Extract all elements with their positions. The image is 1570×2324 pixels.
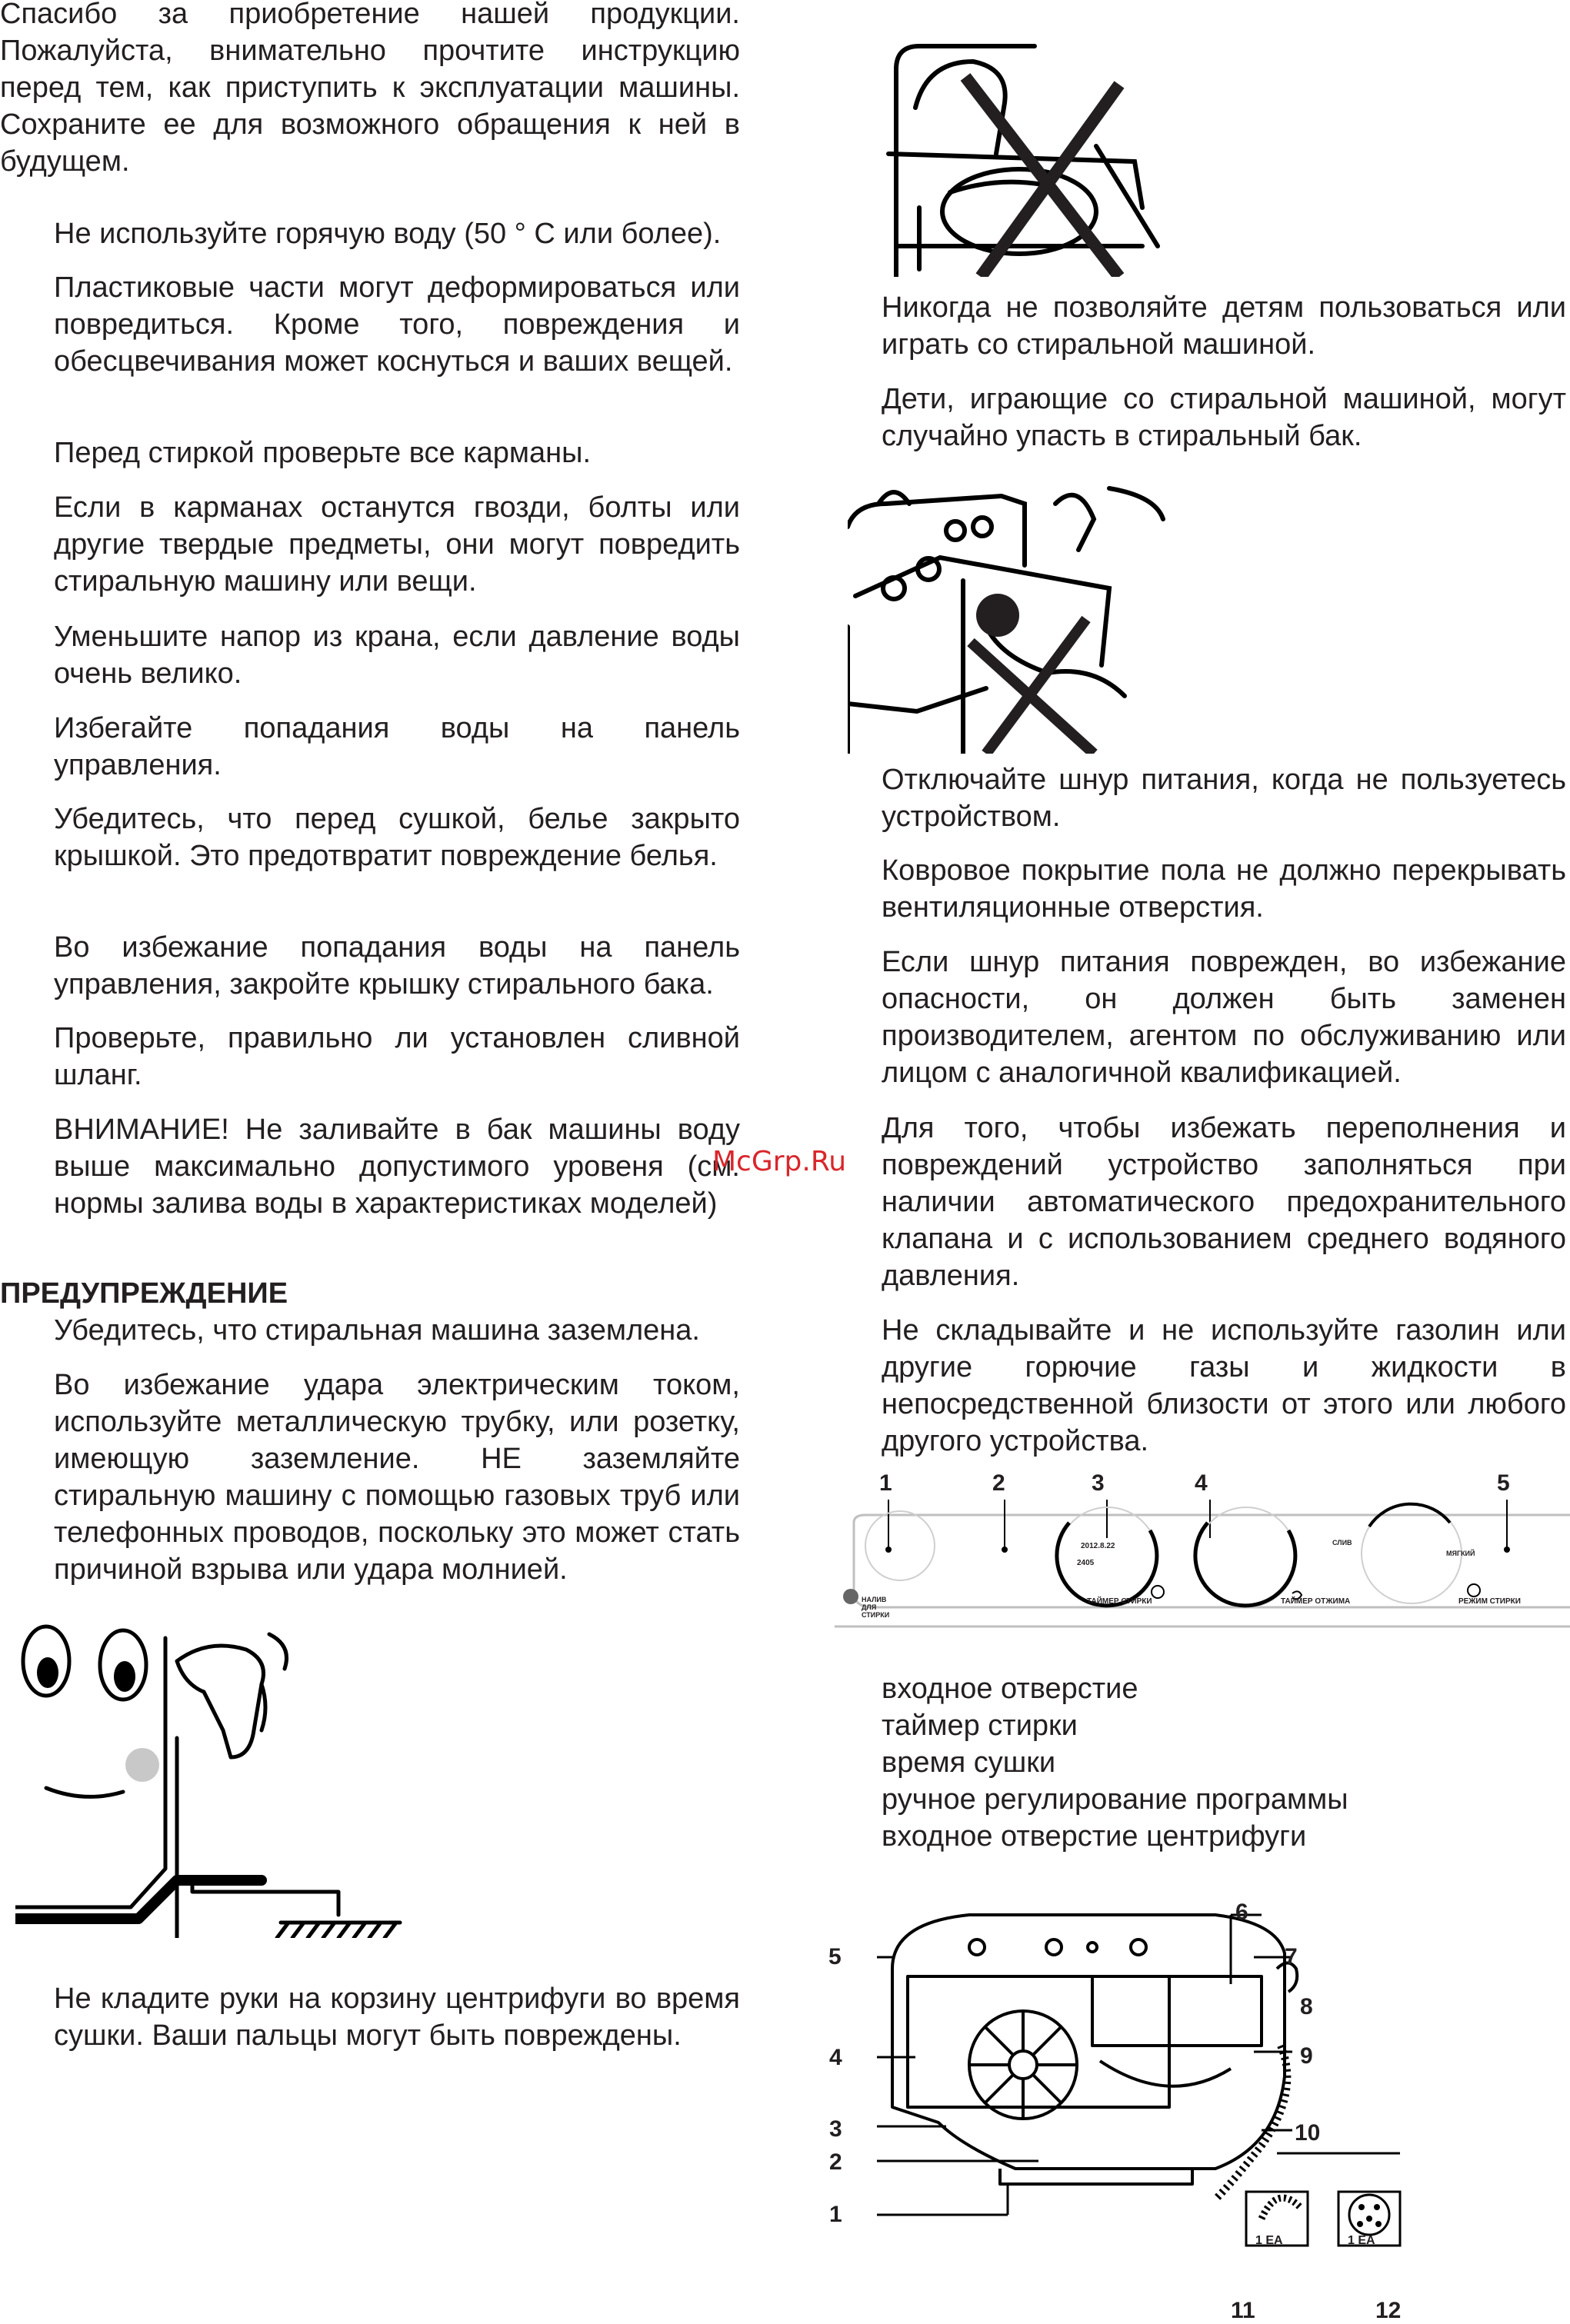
child-washer-illustration (881, 15, 1165, 277)
plastic-parts-text: Пластиковые части могут деформироваться или повредиться. Кроме того, повреждения и обесцвечивания может коснуться и ваших вещей. (54, 271, 740, 378)
grounding-illustration (15, 1615, 408, 1938)
panel-label-soft: МЯГКИЙ (1446, 1550, 1475, 1557)
panel-label-spin-timer: ТАЙМЕР ОТЖИМА (1281, 1597, 1351, 1606)
unplug-cord-text: Отключайте шнур питания, когда не пользуетесь устройством. (882, 764, 1566, 833)
diagram-callout-12: 12 (1375, 2298, 1402, 2323)
attention-water-level-text: ВНИМАНИЕ! Не заливайте в бак машины воду выше максимально допустимого уровеня (см. нормы залива воды в характеристиках моделей) (54, 1114, 740, 1220)
damaged-cord-text: Если шнур питания поврежден, во избежание опасности, он должен быть заменен производителем, агентом по обслуживанию или лицом с аналогичной квалификацией. (882, 946, 1566, 1089)
warning-heading: ПРЕДУПРЕЖДЕНИЕ (0, 1277, 288, 1310)
drain-hose (1215, 2046, 1287, 2199)
close-tank-lid-text: Во избежание попадания воды на панель управления, закройте крышку стирального бака. (54, 931, 740, 1001)
warning-hot-water: Не используйте горячую воду (50 ° С или более). (54, 218, 722, 250)
diagram-callout-11: 11 (1231, 2298, 1255, 2323)
diagram-callout-8: 8 (1300, 1994, 1313, 2019)
mode-icon (1468, 1584, 1480, 1597)
diagram-callout-7: 7 (1285, 1944, 1298, 1969)
timer-compartment (1092, 1976, 1262, 2046)
intro-text: Спасибо за приобретение нашей продукции. Пожалуйста, внимательно прочтите инструкцию перед тем, как приступить к эксплуатации машины. Сохраните ее для возможного обращения к ней в будущем. (0, 0, 740, 178)
legend-item-spin-inlet: входное отверстие центрифуги (882, 1820, 1307, 1853)
legend-item-wash-timer: таймер стирки (882, 1710, 1078, 1742)
panel-label-date: 2012.8.22 (1081, 1542, 1115, 1550)
wash-timer-icon (1152, 1586, 1164, 1598)
tap-pressure-text: Уменьшите напор из крана, если давление воды очень велико. (54, 621, 740, 690)
spin-basket-hands-text: Не кладите руки на корзину центрифуги во время сушки. Ваши пальцы могут быть повреждены. (54, 1983, 740, 2052)
control-panel-drawing (827, 1492, 1570, 1630)
cartoon-cheek (125, 1748, 159, 1782)
legend-item-dry-time: время сушки (882, 1746, 1056, 1779)
lid-closed-text: Убедитесь, что перед сушкой, белье закрыто крышкой. Это предотвратит повреждение белья. (54, 803, 740, 872)
machine-outline (892, 1915, 1285, 2169)
children-fall-text: Дети, играющие со стиральной машиной, могут случайно упасть в стиральный бак. (882, 383, 1566, 452)
panel-callout-2: 2 (992, 1470, 1005, 1496)
panel-callout-3: 3 (1092, 1470, 1105, 1496)
machine-parts-diagram (846, 1892, 1431, 2292)
accessory-qty-hose: 1 EA (1255, 2234, 1283, 2247)
panel-callout-5: 5 (1497, 1470, 1510, 1496)
check-pockets-text: Перед стиркой проверьте все карманы. (54, 437, 592, 469)
panel-label-mode: РЕЖИМ СТИРКИ (1458, 1597, 1521, 1606)
panel-label-code: 2405 (1077, 1559, 1095, 1567)
diagram-callout-4: 4 (829, 2045, 842, 2070)
panel-label-fill: НАЛИВ ДЛЯ СТИРКИ (862, 1596, 890, 1619)
diagram-callout-9: 9 (1300, 2043, 1313, 2069)
spin-basket (1100, 2061, 1231, 2086)
panel-callout-4: 4 (1195, 1470, 1208, 1496)
drain-hose-text: Проверьте, правильно ли установлен сливной шланг. (54, 1022, 740, 1091)
accessory-qty-cover: 1 EA (1348, 2234, 1375, 2247)
panel-label-drain: СЛИВ (1332, 1539, 1352, 1547)
diagram-callout-6: 6 (1235, 1899, 1248, 1925)
legend-item-inlet: входное отверстие (882, 1673, 1138, 1705)
overflow-text: Для того, чтобы избежать переполнения и повреждений устройство заполняться при наличии автоматического предохранительного клапана и с использованием среднего водяного давления. (882, 1112, 1566, 1292)
diagram-callout-10: 10 (1295, 2120, 1321, 2146)
panel-callout-1: 1 (879, 1470, 892, 1496)
watermark: McGrp.Ru (712, 1146, 847, 1177)
accessory-cover-icon (1349, 2195, 1389, 2235)
grounding-text: Убедитесь, что стиральная машина заземлена. (54, 1314, 700, 1347)
carpet-vents-text: Ковровое покрытие пола не должно перекрывать вентиляционные отверстия. (882, 854, 1566, 924)
pockets-objects-text: Если в карманах останутся гвозди, болты или другие твердые предметы, они могут повредить стиральную машину или вещи. (54, 491, 740, 598)
wash-tub (908, 1976, 1169, 2107)
panel-label-wash-timer: ТАЙМЕР СТИРКИ (1087, 1597, 1152, 1606)
accessory-hose-icon (1262, 2198, 1300, 2219)
children-warning-text: Никогда не позволяйте детям пользоваться или играть со стиральной машиной. (882, 291, 1566, 361)
panel-legend (882, 1670, 1348, 1855)
diagram-callout-2: 2 (829, 2149, 842, 2175)
electric-shock-text: Во избежание удара электрическим током, используйте металлическую трубку, или розетку, имеющую заземление. НЕ заземляйте стиральную машину с помощью газовых труб или телефонных проводов, поскольку это может стать причиной взрыва или удара молнией. (54, 1369, 740, 1586)
legend-item-manual-program: ручное регулирование программы (882, 1783, 1348, 1816)
diagram-callout-3: 3 (829, 2116, 842, 2142)
diagram-callout-5: 5 (828, 1944, 842, 1969)
diagram-callout-1: 1 (829, 2202, 842, 2227)
pointing-hand (177, 1646, 264, 1757)
child-tub-illustration (848, 473, 1171, 754)
fill-icon (843, 1589, 858, 1604)
avoid-water-panel-text: Избегайте попадания воды на панель управления. (54, 712, 740, 781)
gasoline-text: Не складывайте и не используйте газолин или другие горючие газы и жидкости в непосредственной близости от этого или любого другого устройства. (882, 1314, 1566, 1457)
